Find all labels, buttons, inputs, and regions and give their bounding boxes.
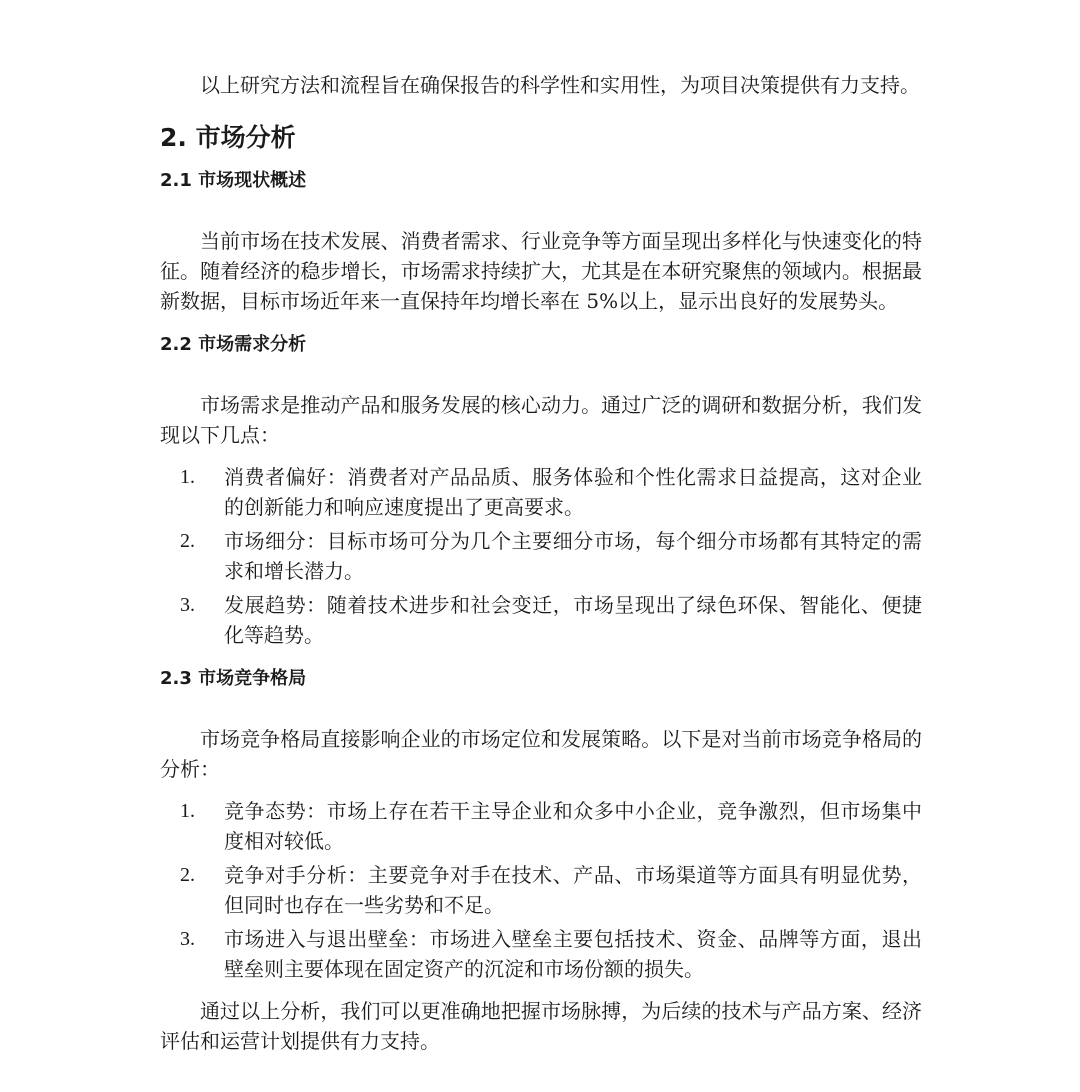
paragraph-2-3: 市场竞争格局直接影响企业的市场定位和发展策略。以下是对当前市场竞争格局的分析： — [160, 727, 922, 781]
list-item — [160, 526, 922, 586]
subsection-title-2-1: 2.1 市场现状概述 — [160, 170, 307, 191]
list-item-text: 发展趋势：随着技术进步和社会变迁，市场呈现出了绿色环保、智能化、便捷化等趋势。 — [224, 593, 922, 647]
list-item-text: 市场进入与退出壁垒：市场进入壁垒主要包括技术、资金、品牌等方面，退出壁垒则主要体现在固定资产的沉淀和市场份额的损失。 — [224, 927, 922, 981]
list-number: 2. — [180, 864, 195, 886]
document-page — [160, 70, 922, 1056]
list-number: 2. — [180, 530, 195, 552]
list-item-text: 消费者偏好：消费者对产品品质、服务体验和个性化需求日益提高，这对企业的创新能力和响应速度提出了更高要求。 — [224, 465, 922, 519]
subsection-title-2-2: 2.2 市场需求分析 — [160, 334, 307, 355]
list-number: 1. — [180, 800, 195, 822]
list-item — [160, 462, 922, 522]
list-number: 3. — [180, 928, 195, 950]
intro-paragraph: 以上研究方法和流程旨在确保报告的科学性和实用性，为项目决策提供有力支持。 — [200, 73, 920, 97]
list-number: 1. — [180, 466, 195, 488]
list-item — [160, 860, 922, 920]
section-title: 2. 市场分析 — [160, 123, 296, 152]
paragraph-2-2: 市场需求是推动产品和服务发展的核心动力。通过广泛的调研和数据分析，我们发现以下几点： — [160, 393, 922, 447]
list-item-text: 市场细分：目标市场可分为几个主要细分市场，每个细分市场都有其特定的需求和增长潜力。 — [224, 529, 922, 583]
list-2-3 — [160, 796, 922, 984]
list-item-text: 竞争对手分析：主要竞争对手在技术、产品、市场渠道等方面具有明显优势，但同时也存在一些劣势和不足。 — [224, 863, 922, 917]
list-item — [160, 590, 922, 650]
list-item — [160, 924, 922, 984]
list-2-2 — [160, 462, 922, 650]
conclusion-paragraph: 通过以上分析，我们可以更准确地把握市场脉搏，为后续的技术与产品方案、经济评估和运营计划提供有力支持。 — [160, 999, 922, 1053]
list-number: 3. — [180, 594, 195, 616]
paragraph-2-1: 当前市场在技术发展、消费者需求、行业竞争等方面呈现出多样化与快速变化的特征。随着经济的稳步增长，市场需求持续扩大，尤其是在本研究聚焦的领域内。根据最新数据，目标市场近年来一直保持年均增长率在 5%以上，显示出良好的发展势头。 — [160, 229, 922, 313]
list-item — [160, 796, 922, 856]
subsection-title-2-3: 2.3 市场竞争格局 — [160, 668, 307, 689]
list-item-text: 竞争态势：市场上存在若干主导企业和众多中小企业，竞争激烈，但市场集中度相对较低。 — [224, 799, 922, 853]
